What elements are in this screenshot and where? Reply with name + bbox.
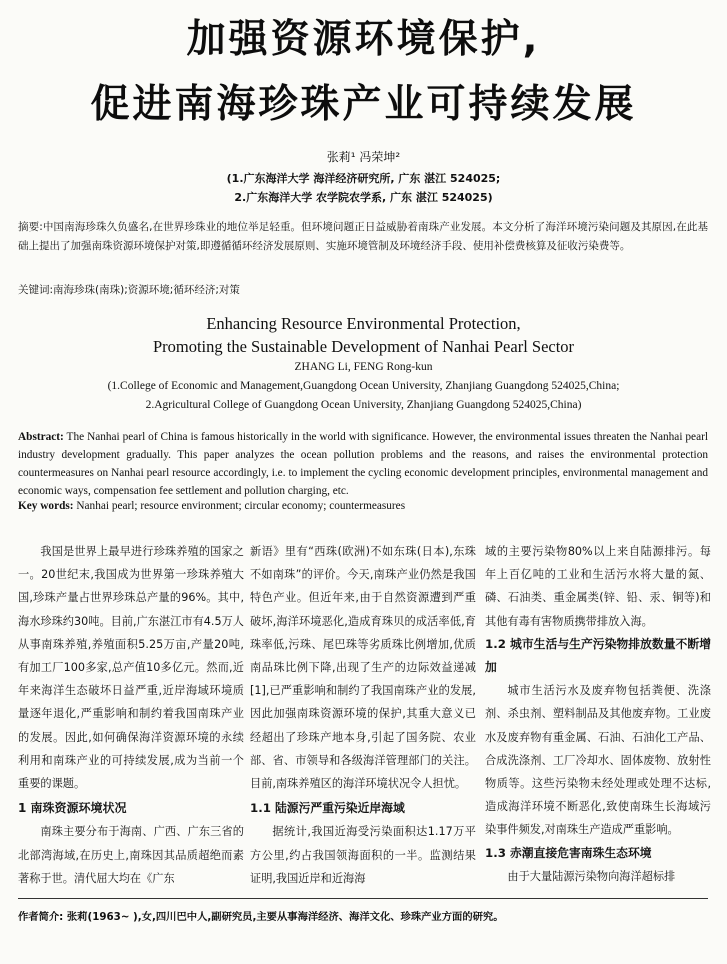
author-footnote: 作者简介: 张莉(1963~ ),女,四川巴中人,副研究员,主要从事海洋经济、海洋文化、珍珠产业方面的研究。 — [18, 911, 504, 923]
en-authors: ZHANG Li, FENG Rong-kun — [294, 361, 433, 373]
keywords-cn — [18, 282, 708, 297]
body-column-1 — [18, 540, 244, 890]
section-heading: 1 南珠资源环境状况 — [18, 801, 127, 816]
keywords-cn-text: 南海珍珠(南珠);资源环境;循环经济;对策 — [53, 284, 240, 296]
body-paragraph: 我国是世界上最早进行珍珠养殖的国家之一。20世纪末,我国成为世界第一珍珠养殖大国,珍珠产量占世界珍珠总产量的96%。其中,海水珍珠约30吨。目前,广东湛江市有4.5万人从事南珠养殖,养殖面积5.25万亩,产量20吨,有加工厂100多家,总产值10多亿元。然而,近年来海洋生态破坏日益严重,近岸海域环境质量逐年退化,严重影响和制约着我国南珠产业的发展。因此,如何确保海洋资源环境的永续利用和南珠产业的可持续发展,成为当前一个重要的课题。 — [18, 545, 244, 791]
section-heading: 1.1 陆源污严重污染近岸海域 — [250, 801, 405, 816]
keywords-en-label: Key words: — [18, 500, 74, 512]
abstract-en — [18, 428, 708, 500]
abstract-cn-text: 中国南海珍珠久负盛名,在世界珍珠业的地位举足轻重。但环境问题正日益威胁着南珠产业发展。本文分析了海洋环境污染问题及其原因,在此基础上提出了加强南珠资源环境保护对策,即遵循循环经济发展原则、实施环境管制及环境经济手段、使用补偿费核算及征收污染费等。 — [18, 221, 708, 252]
authors: 张莉¹ 冯荣坤² — [326, 150, 401, 164]
body-column-2 — [250, 540, 476, 890]
body-paragraph: 据统计,我国近海受污染面积达1.17万平方公里,约占我国领海面积的一半。监测结果证明,我国近岸和近海海 — [250, 825, 476, 885]
abstract-cn — [18, 218, 708, 256]
affiliation-1: (1.广东海洋大学 海洋经济研究所, 广东 湛江 524025; — [226, 172, 501, 185]
keywords-en — [18, 500, 708, 512]
keywords-cn-label: 关键词: — [18, 284, 54, 296]
abstract-en-label: Abstract: — [18, 431, 64, 443]
en-affiliation-2: 2.Agricultural College of Guangdong Ocean University, Zhanjiang Guangdong 524025,China) — [145, 399, 582, 411]
body-paragraph: 由于大量陆源污染物向海洋超标排 — [507, 869, 676, 883]
body-paragraph: 南珠主要分布于海南、广西、广东三省的北部湾海域,在历史上,南珠因其品质超绝而素著称于世。清代屈大均在《广东 — [18, 825, 244, 885]
abstract-en-text: The Nanhai pearl of China is famous historically in the world with significance. However, the environmental issues threaten the Nanhai pearl industry development gradually. This paper analyzes the ocean pollution problems and the reasons, and raises the environmental protection countermeasures on Nanhai pearl resource accordingly, i.e. to implement the cycling economic development principles, environmental management and economic ways, compensation fee settlement and pollution charging, etc. — [18, 431, 708, 497]
body-paragraph: 新语》里有“西珠(欧洲)不如东珠(日本),东珠不如南珠”的评价。今天,南珠产业仍然是我国特色产业。但近年来,由于自然资源遭到严重破坏,海洋环境恶化,造成育珠贝的成活率低,育珠率低,污珠、尾巴珠等劣质珠比例增加,优质南品珠比例下降,出现了生产的边际效益递减[1],已严重影响和制约了我国南珠产业的发展,因此加强南珠资源环境的保护,其重大意义已经超出了珍珠产地本身,引起了国务院、农业部、省、市领导和各级海洋管理部门的关注。目前,南珠养殖区的海洋环境状况令人担忧。 — [250, 545, 476, 791]
title-line-2: 促进南海珍珠产业可持续发展 — [90, 82, 637, 127]
footnote-divider — [18, 898, 708, 899]
section-heading: 1.3 赤潮直接危害南珠生态环境 — [485, 845, 652, 860]
en-title-line-2: Promoting the Sustainable Development of Nanhai Pearl Sector — [152, 337, 575, 356]
affiliation-2: 2.广东海洋大学 农学院农学系, 广东 湛江 524025) — [234, 191, 493, 204]
en-affiliation-1: (1.College of Economic and Management,Guangdong Ocean University, Zhanjiang Guangdong 524025,China; — [107, 380, 620, 392]
body-paragraph: 域的主要污染物80%以上来自陆源排污。每年上百亿吨的工业和生活污水将大量的氮、磷、石油类、重金属类(锌、铅、汞、铜等)和其他有毒有害物质携带排放入海。 — [485, 545, 711, 628]
en-title-line-1: Enhancing Resource Environmental Protection, — [206, 314, 521, 333]
section-heading: 1.2 城市生活与生产污染物排放数量不断增加 — [485, 636, 711, 675]
title-line-1: 加强资源环境保护, — [186, 17, 541, 62]
abstract-cn-label: 摘要: — [18, 221, 43, 233]
body-column-3 — [485, 540, 711, 888]
keywords-en-text: Nanhai pearl; resource environment; circular economy; countermeasures — [73, 500, 406, 512]
body-paragraph: 城市生活污水及废弃物包括粪便、洗涤剂、杀虫剂、塑料制品及其他废弃物。工业废水及废弃物有重金属、石油、石油化工产品、合成洗涤剂、工厂冷却水、固体废物、放射性物质等。这些污染物未经处理或处理不达标,造成海洋环境不断恶化,致使南珠生长海域污染事件频发,对南珠生产造成严重影响。 — [485, 684, 711, 837]
